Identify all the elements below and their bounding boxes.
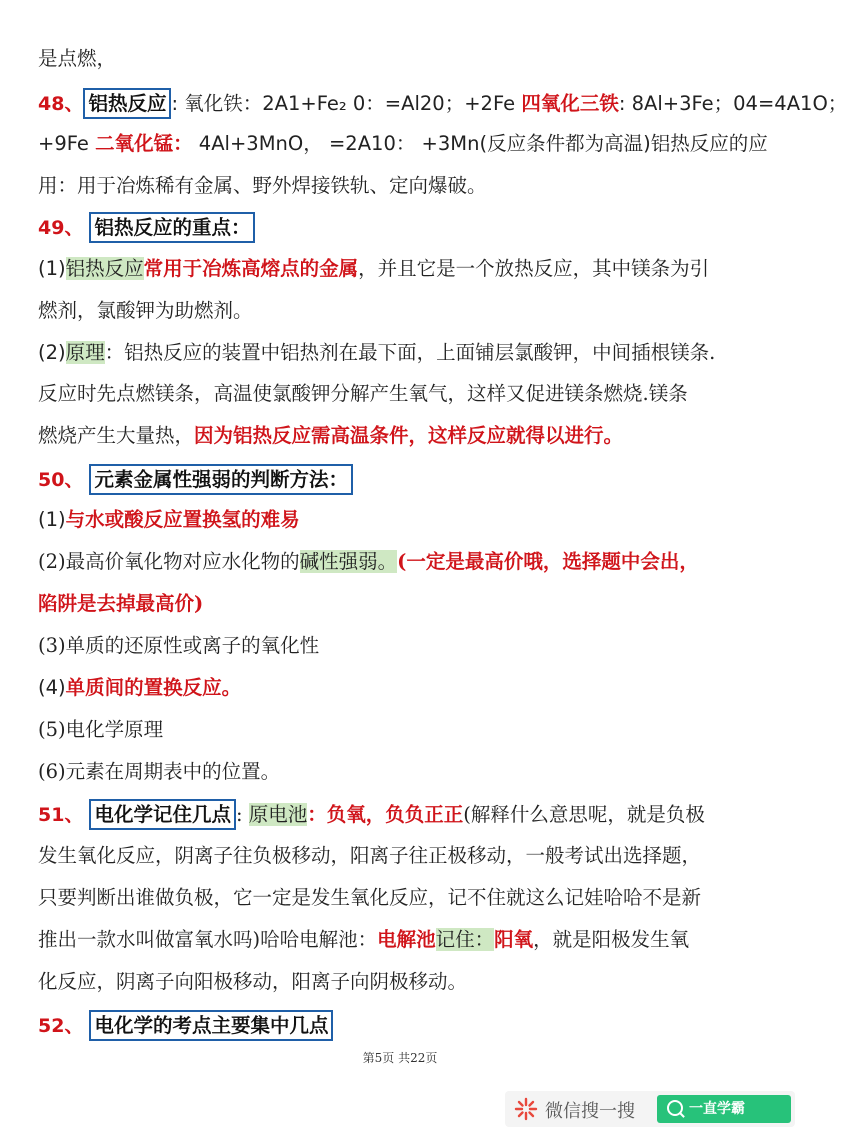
highlight-text: 铝热反应 <box>65 257 144 280</box>
text-line <box>38 505 300 535</box>
text-line <box>38 254 709 284</box>
item-number: 48、 <box>38 93 84 115</box>
text-span: 推出一款水叫做富氧水吗)哈哈电解池： <box>38 928 378 951</box>
text-span: +9Fe <box>38 132 96 155</box>
text-span: 是点燃， <box>38 47 117 70</box>
red-text: 常用于冶炼高熔点的金属 <box>143 257 359 280</box>
text-span: 只要判断出谁做负极，它一定是发生氧化反应，记不住就这么记娃哈哈不是新 <box>38 886 702 909</box>
text-line <box>38 338 715 368</box>
text-line <box>38 589 203 619</box>
text-span: 用：用于冶炼稀有金属、野外焊接铁轨、定向爆破。 <box>38 174 487 197</box>
item-number: 51、 <box>38 804 84 826</box>
text-line <box>38 129 768 159</box>
item-number: 49、 <box>38 217 84 239</box>
heading-box: 铝热反应 <box>83 88 171 119</box>
search-account-label: 一直学霸 <box>689 1101 745 1117</box>
red-text: 与水或酸反应置换氢的难易 <box>65 508 300 531</box>
text-span: 反应时先点燃镁条，高温使氯酸钾分解产生氧气，这样又促进镁条燃烧.镁条 <box>38 382 688 405</box>
watermark-text: 微信搜一搜 <box>545 1101 635 1122</box>
red-text: 四氧化三铁 <box>521 92 619 115</box>
text-span: ，就是阳极发生氧 <box>533 928 690 951</box>
item-49 <box>38 212 255 243</box>
highlight-text: 原电池 <box>248 803 308 826</box>
text-line <box>38 673 241 703</box>
text-line <box>38 171 487 201</box>
heading-box: 铝热反应的重点： <box>89 212 255 243</box>
text-span: (2)最高价氧化物对应水化物的 <box>38 550 300 573</box>
text-line <box>38 547 699 577</box>
red-text: 阳氧 <box>494 928 534 951</box>
text-span: 化反应，阴离子向阳极移动，阳离子向阴极移动。 <box>38 970 468 993</box>
text-line <box>38 925 689 955</box>
text-span: (2) <box>38 341 66 364</box>
page-footer: 第5页 共22页 <box>362 1051 438 1065</box>
item-50 <box>38 464 353 495</box>
red-text: 二氧化锰： <box>95 132 193 155</box>
watermark-bar <box>505 1091 795 1127</box>
text-span: (解释什么意思呢，就是负极 <box>463 803 705 826</box>
highlight-text: 碱性强弱。 <box>299 550 398 573</box>
highlight-text: 记住： <box>435 928 495 951</box>
text-span: 发生氧化反应，阴离子往负极移动，阳离子往正极移动，一般考试出选择题， <box>38 844 702 867</box>
item-number: 52、 <box>38 1015 84 1037</box>
text-line <box>38 379 688 409</box>
text-span: ，并且它是一个放热反应，其中镁条为引 <box>358 257 710 280</box>
item-48 <box>38 88 847 119</box>
text-span: : 8Al+3Fe；04=4A1O； <box>618 92 847 115</box>
wechat-search-logo-icon <box>513 1096 539 1122</box>
text-span: (1) <box>38 508 66 531</box>
text-span: : 氧化铁：2A1+Fe₂ 0：=Al20；+2Fe <box>171 92 522 115</box>
text-line <box>38 841 701 871</box>
item-51 <box>38 799 705 830</box>
heading-box: 电化学记住几点 <box>89 799 236 830</box>
text-span: 燃烧产生大量热， <box>38 424 195 447</box>
red-text: 单质间的置换反应。 <box>65 676 242 699</box>
heading-box: 元素金属性强弱的判断方法： <box>89 464 353 495</box>
text-line <box>38 883 701 913</box>
heading-box: 电化学的考点主要集中几点 <box>89 1010 333 1041</box>
item-52 <box>38 1010 333 1041</box>
highlight-text: 原理 <box>65 341 105 364</box>
text-line <box>38 296 253 326</box>
red-text: 电解池 <box>377 928 436 951</box>
item-number: 50、 <box>38 469 84 491</box>
text-span: (4) <box>38 676 66 699</box>
text-span: ：铝热反应的装置中铝热剂在最下面，上面铺层氯酸钾，中间插根镁条. <box>104 341 716 364</box>
text-span: 4Al+3MnO， =2A10： +3Mn(反应条件都为高温)铝热反应的应 <box>192 132 768 155</box>
text-line <box>38 715 163 745</box>
text-line <box>38 631 319 661</box>
text-line <box>38 44 116 74</box>
red-text: 因为铝热反应需高温条件，这样反应就得以进行。 <box>194 424 624 447</box>
text-span: (6)元素在周期表中的位置。 <box>38 760 281 783</box>
text-span: (3)单质的还原性或离子的氧化性 <box>38 634 320 657</box>
red-text: 陷阱是去掉最高价) <box>38 592 204 615</box>
text-span: (5)电化学原理 <box>38 718 164 741</box>
red-text: ：负氧，负负正正 <box>307 803 464 826</box>
text-span: 燃剂，氯酸钾为助燃剂。 <box>38 299 253 322</box>
text-span: (1) <box>38 257 66 280</box>
text-line <box>38 757 280 787</box>
red-text: (一定是最高价哦，选择题中会出， <box>397 550 699 573</box>
text-line <box>38 967 467 997</box>
text-span: : <box>235 803 249 826</box>
text-line <box>38 421 623 451</box>
search-icon <box>667 1100 683 1116</box>
search-account-button[interactable] <box>657 1095 791 1123</box>
